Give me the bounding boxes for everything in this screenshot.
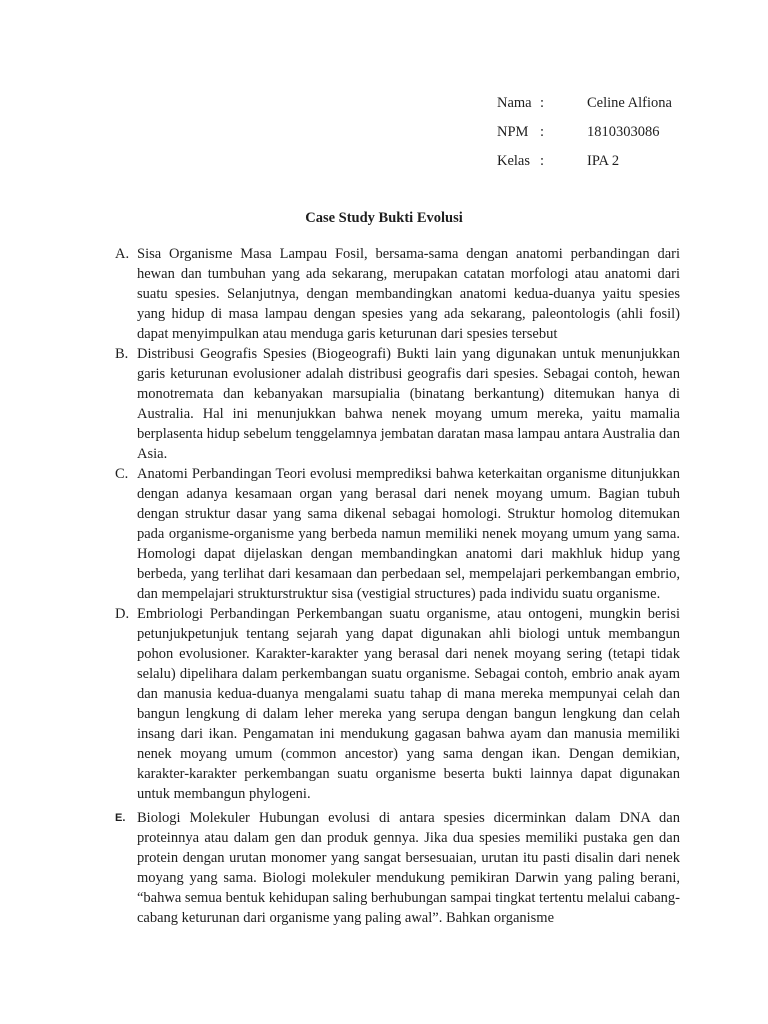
identity-value-name: Celine Alfiona [587, 95, 672, 111]
section-text: Distribusi Geografis Spesies (Biogeografi) Bukti lain yang digunakan untuk menunjukkan garis keturunan evolusioner adalah distribusi geografis dari spesies. Sebagai contoh, hewan monotremata dan kebanyakan marsupialia (binatang berkantung) ditemukan hanya di Australia. Hal ini menunjukkan bahwa nenek moyang umum mereka, yaitu mamalia berplasenta hidup sebelum tenggelamnya jembatan daratan masa lampau antara Australia dan Asia. [137, 346, 680, 462]
identity-colon: : [540, 153, 545, 169]
identity-value-npm: 1810303086 [587, 124, 660, 140]
section-text: Biologi Molekuler Hubungan evolusi di antara spesies dicerminkan dalam DNA dan proteinnya atau dalam gen dan produk gennya. Jika dua spesies memiliki pustaka gen dan protein dengan urutan monomer yang sangat bersesuaian, urutan itu pasti disalin dari nenek moyang yang sama. Biologi molekuler mendukung pemikiran Darwin yang paling berani, “bahwa semua bentuk kehidupan saling berhubungan sampai tingkat tertentu melalui cabang-cabang keturunan dari organisme yang paling awal”. Bahkan organisme [137, 810, 680, 926]
document-title: Case Study Bukti Evolusi [305, 210, 463, 226]
section-text: Sisa Organisme Masa Lampau Fosil, bersama-sama dengan anatomi perbandingan dari hewan dan tumbuhan yang ada sekarang, merupakan catatan morfologi atau anatomi dari suatu spesies. Selanjutnya, dengan membandingkan anatomi kedua-duanya yaitu spesies yang hidup di masa lampau dengan spesies yang ada sekarang, paleontologis (ahli fosil) dapat menyimpulkan atau menduga garis keturunan dari spesies tersebut [137, 246, 680, 342]
identity-colon: : [540, 124, 545, 140]
section-text: Anatomi Perbandingan Teori evolusi memprediksi bahwa keterkaitan organisme ditunjukkan dengan adanya kesamaan organ yang berasal dari nenek moyang umum. Bagian tubuh dengan struktur dasar yang sama dikenal sebagai homologi. Struktur homolog ditemukan pada organisme-organisme yang berbeda namun memiliki nenek moyang umum yang sama. Homologi dapat dijelaskan dengan membandingkan anatomi dari makhluk hidup yang berbeda, yang terlihat dari kesamaan dan perbedaan sel, mempelajari perkembangan embrio, dan mempelajari strukturstruktur sisa (vestigial structures) pada individu suatu organisme. [137, 466, 680, 602]
evidence-list [115, 244, 680, 928]
identity-value-class: IPA 2 [587, 153, 620, 169]
identity-row-npm [497, 123, 672, 152]
section-letter: D. [115, 606, 130, 622]
section-letter: C. [115, 466, 129, 482]
section-letter: B. [115, 346, 129, 362]
identity-label: Nama [497, 95, 532, 111]
identity-label: NPM [497, 124, 529, 140]
section-d [115, 604, 680, 804]
section-b [115, 344, 680, 464]
section-a [115, 244, 680, 344]
section-letter: A. [115, 246, 130, 262]
identity-label: Kelas [497, 153, 531, 169]
identity-row-nama [497, 94, 672, 123]
identity-row-kelas [497, 152, 672, 181]
student-identity-block [497, 94, 672, 181]
section-letter: E. [115, 812, 126, 824]
section-e [115, 808, 680, 928]
identity-colon: : [540, 95, 545, 111]
section-c [115, 464, 680, 604]
section-text: Embriologi Perbandingan Perkembangan suatu organisme, atau ontogeni, mungkin berisi petunjukpetunjuk tentang sejarah yang dapat digunakan ahli biologi untuk membangun pohon evolusioner. Karakter-karakter yang berasal dari nenek moyang sering (tetapi tidak selalu) dipelihara dalam perkembangan suatu organisme. Sebagai contoh, embrio anak ayam dan manusia kedua-duanya mengalami suatu tahap di mana mereka mempunyai celah dan bangun lengkung di dalam leher mereka yang serupa dengan bangun lengkung dan celah insang dari ikan. Pengamatan ini mendukung gagasan bahwa ayam dan manusia memiliki nenek moyang umum (common ancestor) yang sama dengan ikan. Dengan demikian, karakter-karakter perkembangan suatu organisme beserta bukti lainnya dapat digunakan untuk membangun phylogeni. [137, 606, 680, 802]
